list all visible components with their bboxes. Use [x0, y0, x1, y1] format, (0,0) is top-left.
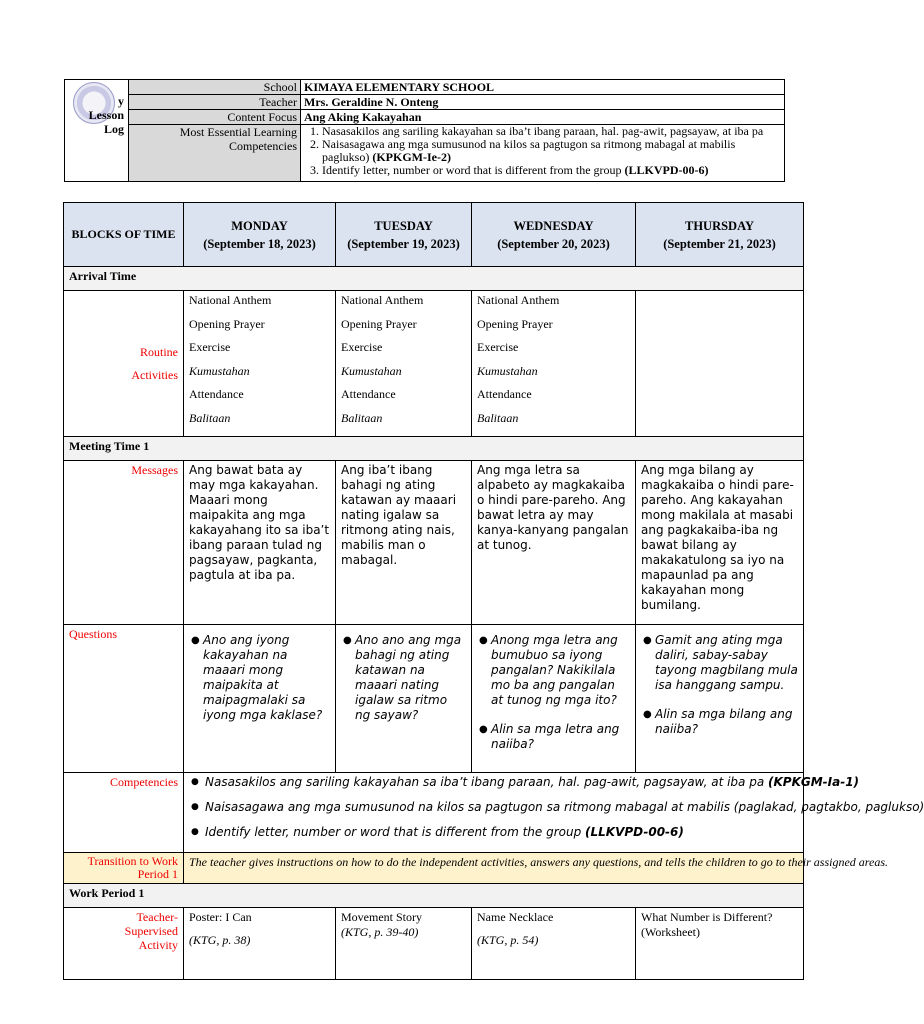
competencies-label: Competencies	[64, 773, 184, 853]
message-wednesday: Ang mga letra sa alpabeto ay magkakaiba o hindi pare-pareho. Ang bawat letra ay may kanya-kanyang pangalan at tunog.	[472, 461, 636, 625]
school-value: KIMAYA ELEMENTARY SCHOOL	[301, 80, 785, 95]
routine-label: Routine Activities	[64, 291, 184, 437]
teacher-label: Teacher	[129, 95, 301, 110]
day-header-tuesday: TUESDAY (September 19, 2023)	[336, 203, 472, 267]
message-tuesday: Ang iba’t ibang bahagi ng ating katawan ay maaari nating igalaw sa ritmong ating nais, mabilis man o mabagal.	[336, 461, 472, 625]
tsa-monday: Poster: I Can (KTG, p. 38)	[184, 908, 336, 980]
melc-label	[129, 125, 301, 182]
day-header-thursday: THURSDAY (September 21, 2023)	[636, 203, 804, 267]
lesson-plan-table	[63, 202, 924, 980]
melc-label-line2: Competencies	[229, 139, 297, 153]
log-title-2: Lesson	[88, 108, 124, 122]
content-focus-value: Ang Aking Kakayahan	[301, 110, 785, 125]
teacher-supervised-label: Teacher- Supervised Activity	[64, 908, 184, 980]
melc-label-line1: Most Essential Learning	[179, 125, 297, 139]
tsa-wednesday: Name Necklace (KTG, p. 54)	[472, 908, 636, 980]
message-thursday: Ang mga bilang ay magkakaiba o hindi pare-pareho. Ang kakayahan mong makilala at masabi ang pagkakaiba-iba ng bawat bilang ay makakatulong sa iyo na mapaunlad pa ang kakayahan mong bumilang.	[636, 461, 804, 625]
log-title-1: y	[118, 94, 124, 108]
routine-tuesday: National Anthem Opening Prayer Exercise Kumustahan Attendance Balitaan	[336, 291, 472, 437]
questions-label: Questions	[64, 625, 184, 773]
routine-monday: National Anthem Opening Prayer Exercise Kumustahan Attendance Balitaan	[184, 291, 336, 437]
logo-cell	[65, 80, 129, 182]
messages-label: Messages	[64, 461, 184, 625]
routine-wednesday: National Anthem Opening Prayer Exercise Kumustahan Attendance Balitaan	[472, 291, 636, 437]
routine-thursday	[636, 291, 804, 437]
tsa-tuesday: Movement Story (KTG, p. 39-40)	[336, 908, 472, 980]
arrival-time-row: Arrival Time	[64, 267, 804, 291]
transition-text: The teacher gives instructions on how to do the independent activities, answers any questions, and tells the children to go to their assigned areas.	[184, 853, 804, 884]
day-header-monday: MONDAY (September 18, 2023)	[184, 203, 336, 267]
tsa-thursday: What Number is Different? (Worksheet)	[636, 908, 804, 980]
melc-item-1: 1. Nasasakilos ang sariling kakayahan sa iba’t ibang paraan, hal. pag-awit, pagsayaw, at iba pa	[322, 125, 781, 138]
questions-tuesday: ● Ano ano ang mga bahagi ng ating katawan na maaari nating igalaw sa ritmo ng sayaw?	[336, 625, 472, 773]
questions-wednesday: ● Anong mga letra ang bumubuo sa iyong pangalan? Nakikilala mo ba ang pangalan at tunog ng mga ito? ● Alin sa mga letra ang naiiba?	[472, 625, 636, 773]
content-focus-label: Content Focus	[129, 110, 301, 125]
log-title-3: Log	[103, 122, 124, 136]
questions-monday: ● Ano ang iyong kakayahan na maaari mong maipakita at maipagmalaki sa iyong mga kaklase?	[184, 625, 336, 773]
day-header-wednesday: WEDNESDAY (September 20, 2023)	[472, 203, 636, 267]
school-label: School	[129, 80, 301, 95]
blocks-of-time-header: BLOCKS OF TIME	[64, 203, 184, 267]
questions-thursday: ● Gamit ang ating mga daliri, sabay-sabay tayong magbilang mula isa hanggang sampu. ● Alin sa mga bilang ang naiiba?	[636, 625, 804, 773]
transition-label: Transition to Work Period 1	[64, 853, 184, 884]
header-info-table	[64, 79, 785, 182]
competencies-list: ● Nasasakilos ang sariling kakayahan sa iba’t ibang paraan, hal. pag-awit, pagsayaw, at iba pa (KPKGM-Ia-1) ● Naisasagawa ang mga sumusunod na kilos sa pagtugon sa ritmong mabagal at mabilis (paglakad, pagtakbo, paglukso) ● Identify letter, number or word that is different from the group (LLKVPD-00-6)	[184, 773, 804, 853]
melc-item-3: 3. Identify letter, number or word that is different from the group (LLKVPD-00-6)	[322, 164, 781, 177]
work-period-row: Work Period 1	[64, 884, 804, 908]
teacher-value: Mrs. Geraldine N. Onteng	[301, 95, 785, 110]
melc-list	[301, 125, 785, 182]
melc-item-2: 2. Naisasagawa ang mga sumusunod na kilos sa pagtugon sa ritmong mabagal at mabilis paglukso) (KPKGM-Ie-2)	[322, 138, 781, 164]
meeting-time-row: Meeting Time 1	[64, 437, 804, 461]
message-monday: Ang bawat bata ay may mga kakayahan. Maaari mong maipakita ang mga kakayahang ito sa iba’t ibang paraan tulad ng pagsayaw, pagkanta, pagtula at iba pa.	[184, 461, 336, 625]
